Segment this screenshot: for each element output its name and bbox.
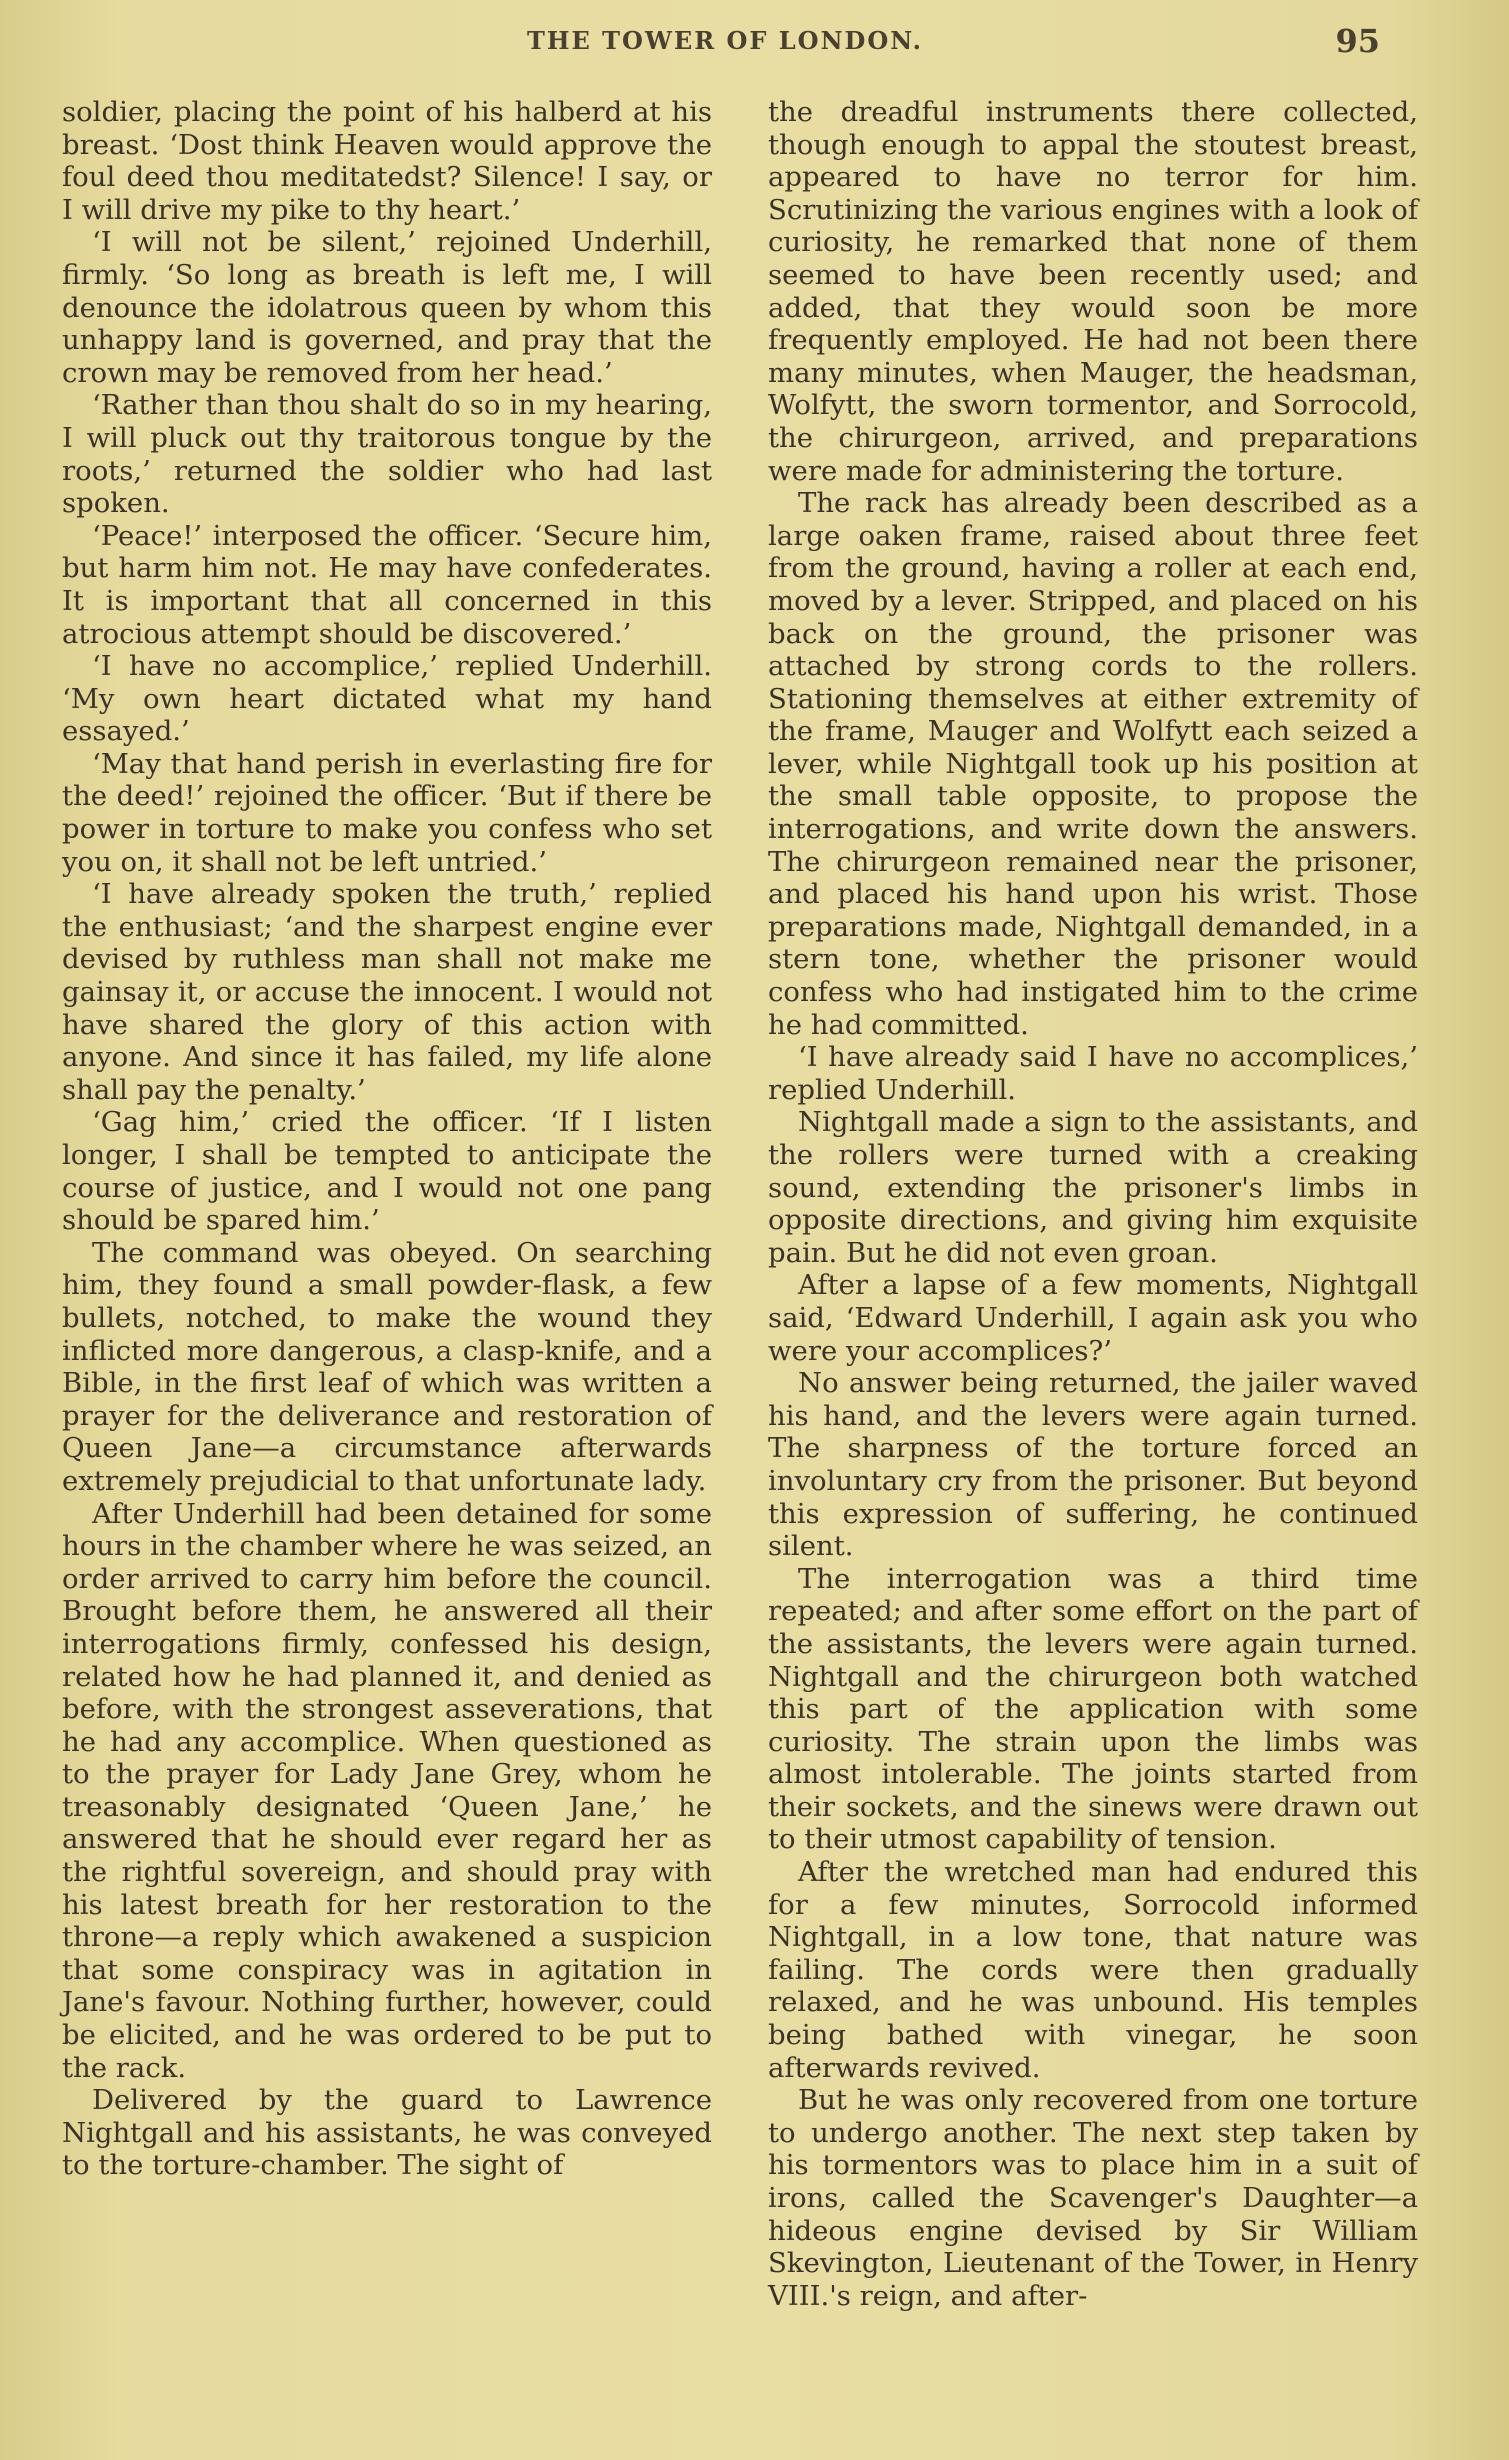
paragraph: the dreadful instruments there collected, though enough to appal the stoutest breast, appeared to have no terror for him. Scrutinizing the various engines with a look of curiosity, he remarked that none of them seemed to have been recently used; and added, that they would soon be more frequently employed. He had not been there many minutes, when Mauger, the headsman, Wolfytt, the sworn tormentor, and Sorrocold, the chirurgeon, arrived, and preparations were made for administering the torture. — [768, 96, 1418, 487]
paragraph: Delivered by the guard to Lawrence Nightgall and his assistants, he was conveyed to the torture-chamber. The sight of — [62, 2084, 712, 2182]
paragraph: ‘May that hand perish in everlasting fire for the deed!’ rejoined the officer. ‘But if there be power in torture to make you confess who set you on, it shall not be left untried.’ — [62, 747, 712, 878]
paragraph: ‘I will not be silent,’ rejoined Underhill, firmly. ‘So long as breath is left me, I will denounce the idolatrous queen by whom this unhappy land is governed, and pray that the crown may be removed from her head.’ — [62, 226, 712, 389]
paragraph: After Underhill had been detained for some hours in the chamber where he was seized, an order arrived to carry him before the council. Brought before them, he answered all their interrogations firmly, confessed his design, related how he had planned it, and denied as before, with the strongest asseverations, that he had any accomplice. When questioned as to the prayer for Lady Jane Grey, whom he treasonably designated ‘Queen Jane,’ he answered that he should ever regard her as the rightful sovereign, and should pray with his latest breath for her restoration to the throne—a reply which awakened a suspicion that some conspiracy was in agitation in Jane's favour. Nothing further, however, could be elicited, and he was ordered to be put to the rack. — [62, 1497, 712, 2084]
left-column — [62, 96, 712, 2182]
paragraph: soldier, placing the point of his halberd at his breast. ‘Dost think Heaven would approve the foul deed thou meditatedst? Silence! I say, or I will drive my pike to thy heart.’ — [62, 96, 712, 226]
paragraph: But he was only recovered from one torture to undergo another. The next step taken by his tormentors was to place him in a suit of irons, called the Scavenger's Daughter—a hideous engine devised by Sir William Skevington, Lieutenant of the Tower, in Henry VIII.'s reign, and after- — [768, 2084, 1418, 2312]
paragraph: No answer being returned, the jailer waved his hand, and the levers were again turned. The sharpness of the torture forced an involuntary cry from the prisoner. But beyond this expression of suffering, he continued silent. — [768, 1367, 1418, 1563]
paragraph: The command was obeyed. On searching him, they found a small powder-flask, a few bullets, notched, to make the wound they inflicted more dangerous, a clasp-knife, and a Bible, in the first leaf of which was written a prayer for the deliverance and restoration of Queen Jane—a circumstance afterwards extremely prejudicial to that unfortunate lady. — [62, 1236, 712, 1497]
paragraph: Nightgall made a sign to the assistants, and the rollers were turned with a creaking sound, extending the prisoner's limbs in opposite directions, and giving him exquisite pain. But he did not even groan. — [768, 1106, 1418, 1269]
paragraph: ‘I have already spoken the truth,’ replied the enthusiast; ‘and the sharpest engine ever devised by ruthless man shall not make me gainsay it, or accuse the innocent. I would not have shared the glory of this action with anyone. And since it has failed, my life alone shall pay the penalty.’ — [62, 878, 712, 1106]
paragraph: The rack has already been described as a large oaken frame, raised about three feet from the ground, having a roller at each end, moved by a lever. Stripped, and placed on his back on the ground, the prisoner was attached by strong cords to the rollers. Stationing themselves at either extremity of the frame, Mauger and Wolfytt each seized a lever, while Nightgall took up his position at the small table opposite, to propose the interrogations, and write down the answers. The chirurgeon remained near the prisoner, and placed his hand upon his wrist. Those preparations made, Nightgall demanded, in a stern tone, whether the prisoner would confess who had instigated him to the crime he had committed. — [768, 487, 1418, 1041]
paragraph: ‘Gag him,’ cried the officer. ‘If I listen longer, I shall be tempted to anticipate the course of justice, and I would not one pang should be spared him.’ — [62, 1106, 712, 1237]
page-number: 95 — [1335, 22, 1380, 60]
paragraph: ‘Rather than thou shalt do so in my hearing, I will pluck out thy traitorous tongue by the roots,’ returned the soldier who had last spoken. — [62, 389, 712, 520]
paragraph: The interrogation was a third time repeated; and after some effort on the part of the assistants, the levers were again turned. Nightgall and the chirurgeon both watched this part of the application with some curiosity. The strain upon the limbs was almost intolerable. The joints started from their sockets, and the sinews were drawn out to their utmost capability of tension. — [768, 1562, 1418, 1856]
paragraph: After the wretched man had endured this for a few minutes, Sorrocold informed Nightgall, in a low tone, that nature was failing. The cords were then gradually relaxed, and he was unbound. His temples being bathed with vinegar, he soon afterwards revived. — [768, 1856, 1418, 2084]
paragraph: ‘I have no accomplice,’ replied Underhill. ‘My own heart dictated what my hand essayed.’ — [62, 650, 712, 748]
running-head — [70, 22, 1380, 66]
right-column — [768, 96, 1418, 2312]
paragraph: After a lapse of a few moments, Nightgall said, ‘Edward Underhill, I again ask you who were your accomplices?’ — [768, 1269, 1418, 1367]
paragraph: ‘Peace!’ interposed the officer. ‘Secure him, but harm him not. He may have confederates. It is important that all concerned in this atrocious attempt should be discovered.’ — [62, 519, 712, 650]
paragraph: ‘I have already said I have no accomplices,’ replied Underhill. — [768, 1041, 1418, 1106]
running-title: THE TOWER OF LONDON. — [527, 26, 923, 55]
